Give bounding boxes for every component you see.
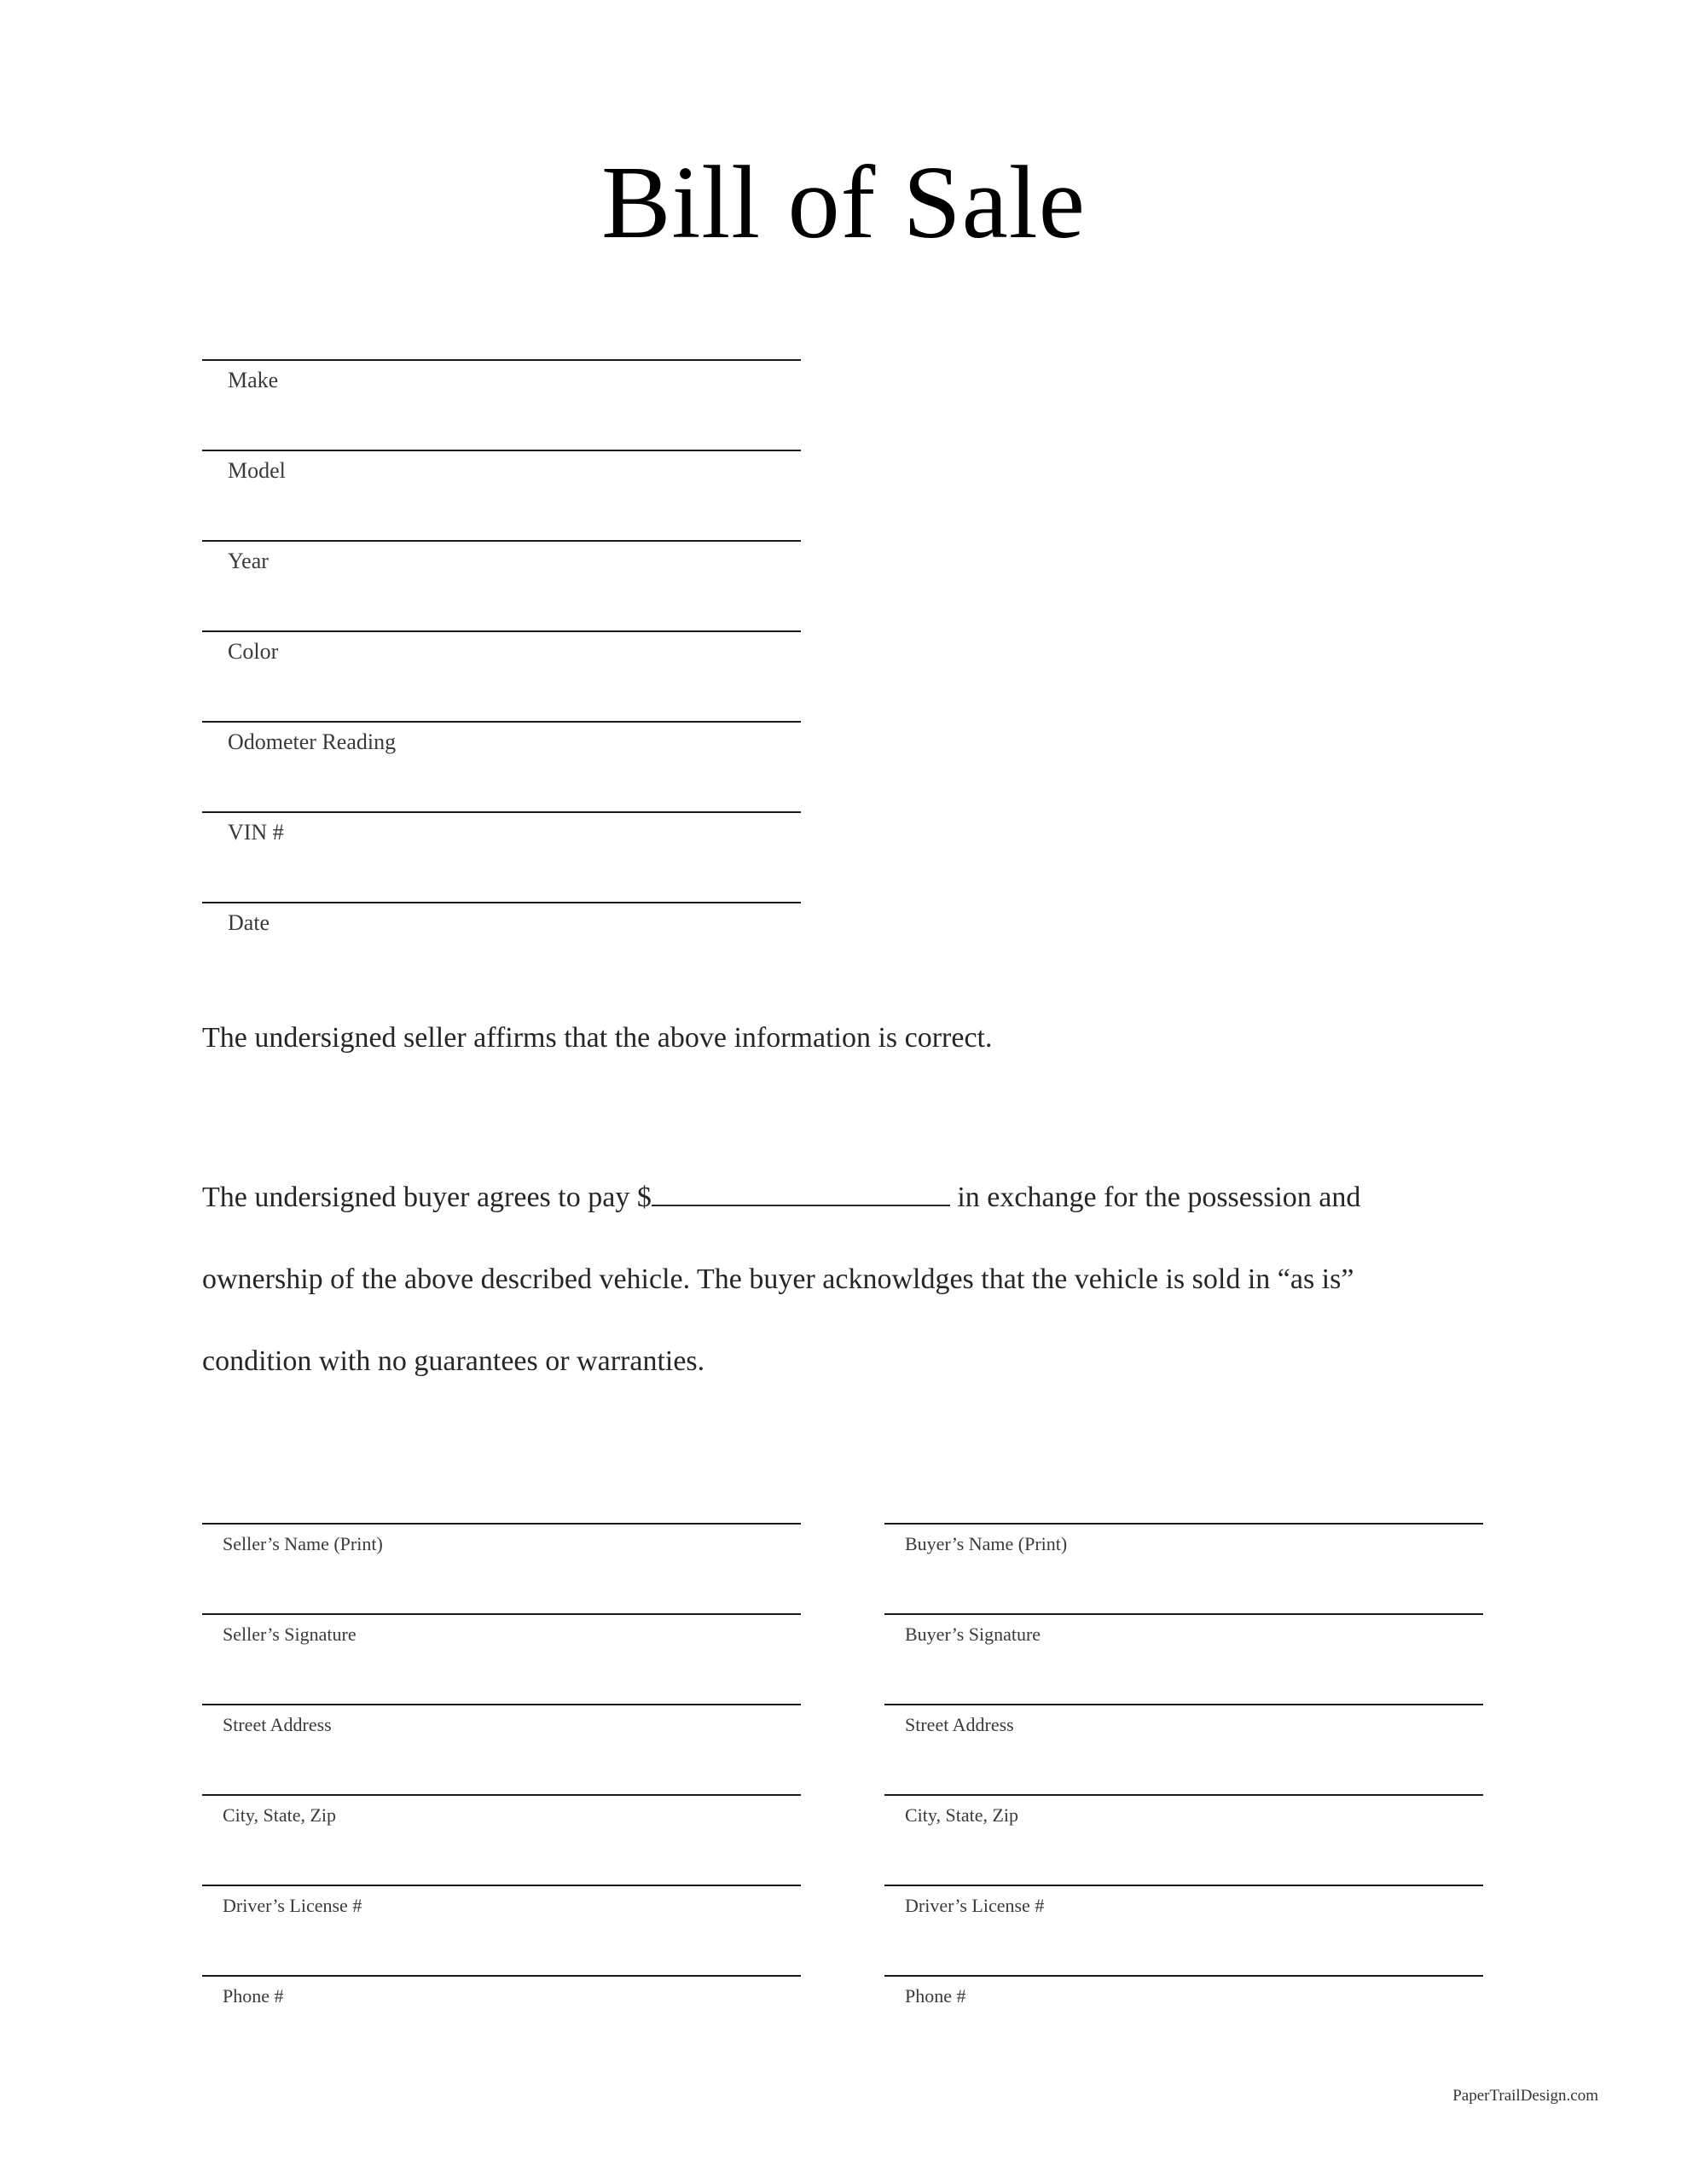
field-date: [202, 902, 801, 992]
field-vin: [202, 811, 801, 902]
seller-affirmation-text: The undersigned seller affirms that the above information is correct.: [202, 1022, 993, 1054]
field-buyer-street-address: [884, 1704, 1483, 1794]
field-seller-drivers-license-label: Driver’s License #: [223, 1895, 362, 1916]
field-odometer: [202, 721, 801, 811]
field-buyer-signature-label: Buyer’s Signature: [905, 1623, 1041, 1645]
field-buyer-city-state-zip-label: City, State, Zip: [905, 1804, 1019, 1826]
field-seller-name-label: Seller’s Name (Print): [223, 1533, 383, 1554]
field-date-label: Date: [228, 910, 270, 935]
seller-affirmation-paragraph: [202, 1018, 1464, 1059]
field-seller-signature: [202, 1613, 801, 1704]
buyer-agreement-after-blank: in exchange for the possession and ownership of the above described vehicle. The buyer acknowldges that the vehicle is sold in “as is” condition with no guarantees or warranties.: [202, 1182, 1361, 1377]
field-seller-drivers-license: [202, 1885, 801, 1975]
field-vin-label: VIN #: [228, 820, 284, 845]
field-buyer-drivers-license-label: Driver’s License #: [905, 1895, 1045, 1916]
field-buyer-drivers-license: [884, 1885, 1483, 1975]
field-buyer-name-label: Buyer’s Name (Print): [905, 1533, 1068, 1554]
buyer-signature-section: [884, 1523, 1483, 2065]
field-seller-city-state-zip-label: City, State, Zip: [223, 1804, 337, 1826]
buyer-agreement-paragraph: [202, 1157, 1464, 1403]
field-seller-signature-label: Seller’s Signature: [223, 1623, 357, 1645]
field-seller-street-address-label: Street Address: [223, 1714, 332, 1735]
field-make-label: Make: [228, 368, 279, 392]
field-buyer-city-state-zip: [884, 1794, 1483, 1885]
field-buyer-signature: [884, 1613, 1483, 1704]
field-year: [202, 540, 801, 630]
field-buyer-phone: [884, 1975, 1483, 2065]
field-model-label: Model: [228, 458, 286, 483]
field-seller-name: [202, 1523, 801, 1613]
field-color: [202, 630, 801, 721]
field-seller-phone-label: Phone #: [223, 1985, 284, 2007]
field-buyer-phone-label: Phone #: [905, 1985, 966, 2007]
buyer-agreement-before-blank: The undersigned buyer agrees to pay $: [202, 1182, 652, 1213]
seller-signature-section: [202, 1523, 801, 2065]
field-model: [202, 450, 801, 540]
field-odometer-label: Odometer Reading: [228, 729, 397, 754]
page-title: Bill of Sale: [601, 145, 1086, 260]
footer-credit: PaperTrailDesign.com: [1452, 2087, 1598, 2105]
field-seller-phone: [202, 1975, 801, 2065]
field-make: [202, 359, 801, 450]
field-seller-city-state-zip: [202, 1794, 801, 1885]
field-seller-street-address: [202, 1704, 801, 1794]
amount-blank: [652, 1177, 950, 1206]
field-buyer-name: [884, 1523, 1483, 1613]
field-color-label: Color: [228, 639, 279, 664]
field-year-label: Year: [228, 549, 269, 573]
field-buyer-street-address-label: Street Address: [905, 1714, 1014, 1735]
vehicle-info-section: [202, 359, 801, 992]
